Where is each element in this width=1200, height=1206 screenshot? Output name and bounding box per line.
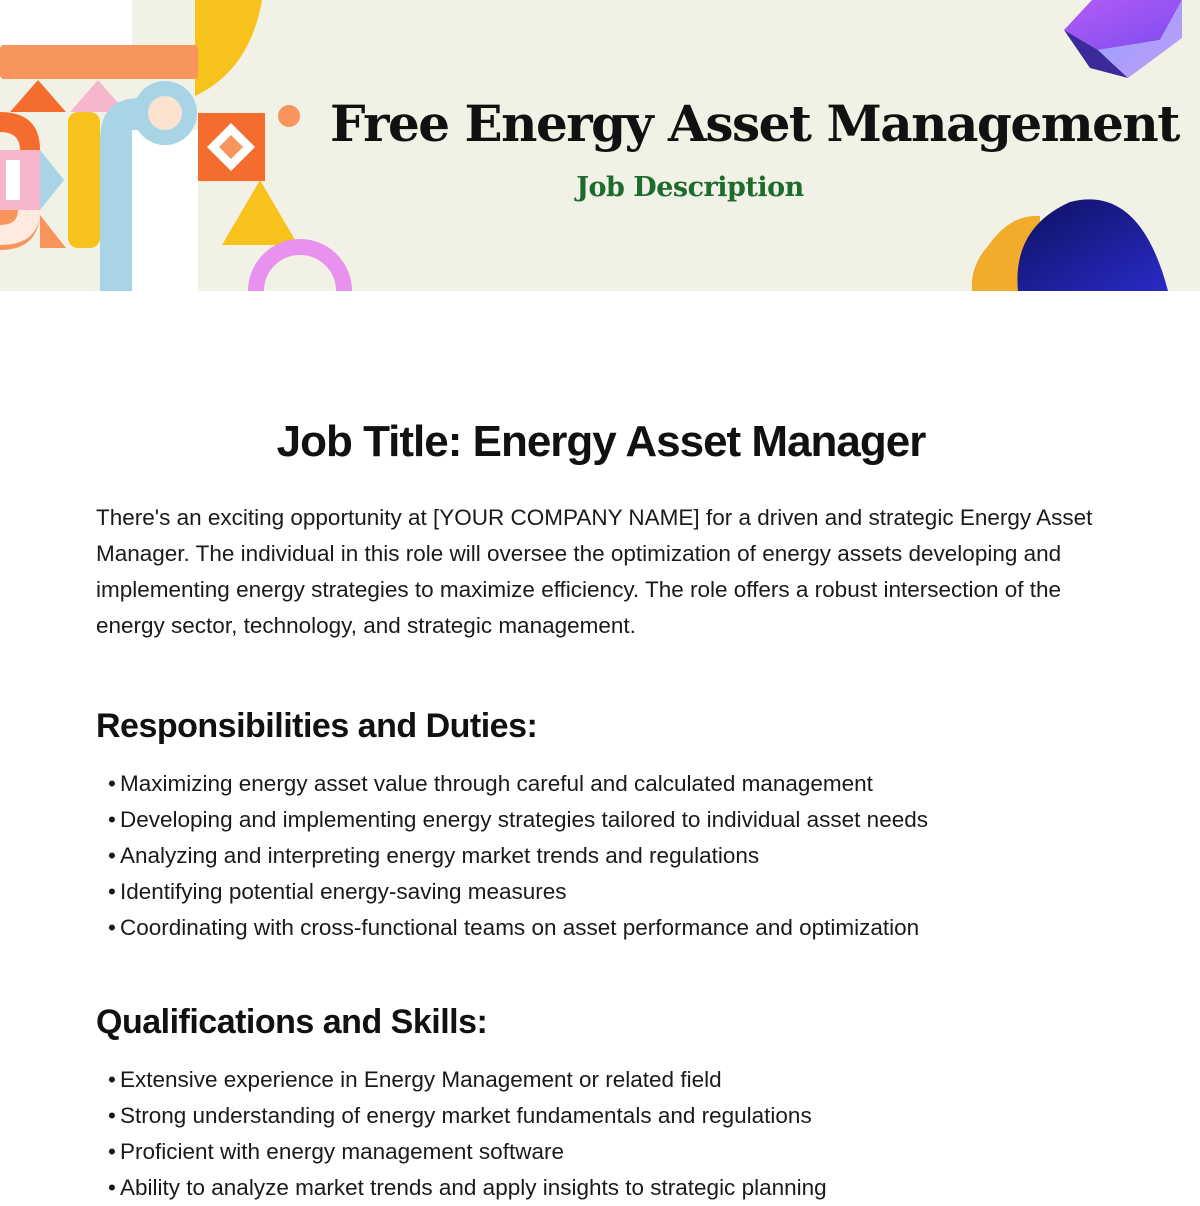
- list-item-text: Proficient with energy management software: [120, 1139, 564, 1164]
- yellow-triangle-shape: [222, 180, 298, 245]
- bullet-icon: •: [108, 1175, 116, 1200]
- list-item-text: Analyzing and interpreting energy market trends and regulations: [120, 843, 760, 868]
- yellow-pill-shape: [68, 112, 100, 248]
- list-item: [108, 1134, 1106, 1170]
- list-item-text: Coordinating with cross-functional teams on asset performance and optimization: [120, 915, 920, 940]
- responsibilities-list: [96, 766, 1106, 946]
- white-slab-shape: [0, 0, 132, 45]
- orange-dot-shape: [278, 105, 300, 127]
- navy-half-circle-shape: [1017, 199, 1168, 291]
- list-item-text: Identifying potential energy-saving measures: [120, 879, 567, 904]
- list-item: [108, 1098, 1106, 1134]
- list-item-text: Strong understanding of energy market fundamentals and regulations: [120, 1103, 812, 1128]
- bullet-icon: •: [108, 915, 116, 940]
- banner-subtitle: Job Description: [576, 172, 804, 203]
- list-item: [108, 910, 1106, 946]
- list-item: [108, 874, 1106, 910]
- list-item-text: Developing and implementing energy strategies tailored to individual asset needs: [120, 807, 928, 832]
- document-body: [96, 410, 1106, 1206]
- bullet-icon: •: [108, 771, 116, 796]
- list-item: [108, 1062, 1106, 1098]
- list-item-text: Extensive experience in Energy Management or related field: [120, 1067, 722, 1092]
- white-column-shape: [132, 130, 198, 291]
- bullet-icon: •: [108, 1103, 116, 1128]
- list-item: [108, 766, 1106, 802]
- header-banner: [0, 0, 1200, 291]
- bullet-icon: •: [108, 1067, 116, 1092]
- list-item-text: Maximizing energy asset value through careful and calculated management: [120, 771, 873, 796]
- bullet-icon: •: [108, 843, 116, 868]
- list-item: [108, 1170, 1106, 1206]
- bullet-icon: •: [108, 807, 116, 832]
- list-item-text: Ability to analyze market trends and apply insights to strategic planning: [120, 1175, 827, 1200]
- list-item: [108, 838, 1106, 874]
- orange-triangle-shape: [10, 80, 66, 112]
- intro-paragraph: There's an exciting opportunity at [YOUR COMPANY NAME] for a driven and strategic Energy Asset Manager. The individual in this role will oversee the optimization of energy assets developing and implementing energy strategies to maximize efficiency. The role offers a robust intersection of the energy sector, technology, and strategic management.: [96, 505, 1093, 638]
- section-heading-responsibilities: Responsibilities and Duties:: [96, 707, 538, 745]
- banner-title: Free Energy Asset Management: [330, 94, 1179, 153]
- yellow-arc-shape: [195, 0, 262, 96]
- pink-ring-shape: [256, 247, 344, 291]
- orange-bar-shape: [0, 45, 198, 79]
- bullet-icon: •: [108, 879, 116, 904]
- bullet-icon: •: [108, 1139, 116, 1164]
- job-title: Job Title: Energy Asset Manager: [276, 417, 926, 466]
- list-item: [108, 802, 1106, 838]
- qualifications-list: [96, 1062, 1106, 1206]
- orange-ring-fragment: [0, 112, 40, 150]
- section-heading-qualifications: Qualifications and Skills:: [96, 1003, 488, 1041]
- blue-triangle-shape: [40, 150, 64, 210]
